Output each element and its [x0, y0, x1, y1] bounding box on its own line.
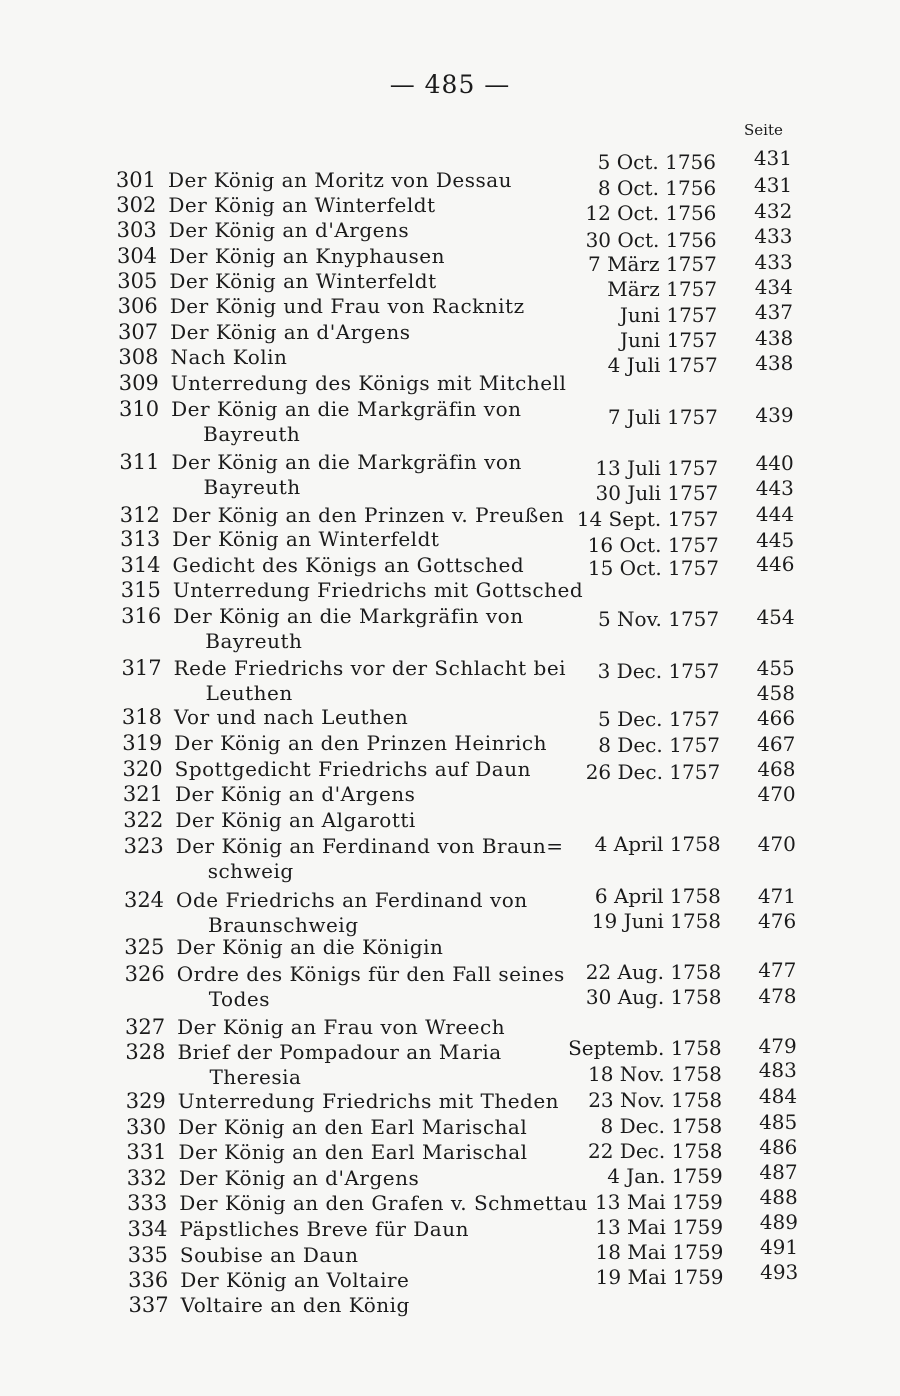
entry-title: Soubise an Daun: [179, 1243, 359, 1267]
entry-page: 437: [754, 300, 794, 324]
entry-title: Brief der Pompadour an Maria: [177, 1040, 502, 1064]
entry-page: 444: [755, 502, 795, 526]
entry-date: 5 Oct. 1756: [597, 150, 716, 174]
entry-title-continuation: Bayreuth: [203, 475, 301, 499]
entry-number: 305: [117, 269, 158, 293]
entry-number: 327: [125, 1015, 166, 1039]
entry-date: 30 Aug. 1758: [585, 985, 722, 1009]
entry-title: Der König an die Markgräfin von: [171, 397, 522, 421]
entry-title: Nach Kolin: [170, 345, 288, 369]
entry-date: 3 Dec. 1757: [597, 659, 720, 683]
entry-page: 439: [755, 403, 794, 427]
entry-page: 467: [757, 732, 796, 756]
entry-page: 483: [758, 1058, 797, 1082]
entry-title: Der König an den Prinzen v. Preußen: [171, 503, 565, 527]
entry-title: Der König an Moritz von Dessau: [168, 168, 513, 192]
entry-date: 18 Mai 1759: [595, 1240, 724, 1264]
entry-title: Päpstliches Breve für Daun: [179, 1217, 469, 1241]
entry-date: 5 Nov. 1757: [597, 607, 720, 631]
entry-date: 15 Oct. 1757: [587, 556, 719, 580]
entry-title: Der König an den Earl Marischal: [178, 1115, 528, 1139]
entry-page: 440: [755, 451, 794, 475]
entry-title: Der König an Winterfeldt: [168, 193, 436, 217]
entry-date: 23 Nov. 1758: [588, 1088, 723, 1112]
entry-page: 489: [759, 1210, 798, 1234]
entry-page: 484: [758, 1084, 798, 1108]
entry-number: 318: [121, 705, 162, 729]
entry-page: 491: [759, 1235, 799, 1259]
entry-number: 329: [125, 1089, 166, 1113]
entry-title: Voltaire an den König: [180, 1293, 410, 1317]
entry-title: Unterredung Friedrichs mit Theden: [177, 1089, 560, 1113]
entry-number: 307: [118, 320, 159, 344]
entry-page: 470: [757, 832, 796, 856]
entry-date: 19 Mai 1759: [595, 1265, 724, 1289]
entry-page: 493: [760, 1260, 799, 1284]
entry-title: Rede Friedrichs vor der Schlacht bei: [173, 656, 567, 680]
entry-date: 6 April 1758: [594, 884, 721, 908]
entry-page: 458: [756, 681, 795, 705]
entry-number: 330: [126, 1115, 167, 1139]
entry-page: 488: [759, 1185, 798, 1209]
entry-page: 445: [756, 528, 795, 552]
entry-page: 454: [756, 605, 795, 629]
entry-title: Der König an d'Argens: [178, 1166, 420, 1190]
entry-date: 13 Juli 1757: [595, 456, 719, 480]
entry-number: 303: [116, 218, 157, 242]
entry-page: 434: [754, 275, 793, 299]
entry-title: Der König an Winterfeldt: [169, 269, 437, 293]
entry-page: 431: [753, 173, 793, 197]
entry-number: 334: [127, 1217, 168, 1241]
entry-page: 486: [759, 1135, 798, 1159]
entry-date: 8 Dec. 1757: [598, 733, 720, 757]
entry-number: 323: [123, 834, 164, 858]
entry-page: 471: [757, 884, 797, 908]
entry-title: Der König an d'Argens: [168, 218, 410, 242]
entry-title: Unterredung des Königs mit Mitchell: [170, 371, 567, 395]
entry-date: 22 Aug. 1758: [585, 960, 722, 984]
entry-page: 455: [756, 656, 795, 680]
entry-title-continuation: Leuthen: [205, 681, 293, 705]
entry-date: März 1757: [607, 277, 718, 301]
entry-title-continuation: Bayreuth: [203, 422, 301, 446]
entry-number: 337: [128, 1293, 169, 1317]
entry-date: Juni 1757: [619, 303, 718, 327]
entry-number: 319: [122, 731, 163, 755]
entry-number: 308: [118, 345, 159, 369]
entry-date: Septemb. 1758: [568, 1036, 722, 1060]
entry-date: 13 Mai 1759: [595, 1190, 723, 1214]
entry-title: Der König an die Markgräfin von: [171, 450, 522, 474]
entry-number: 302: [116, 193, 157, 217]
entry-title: Der König an d'Argens: [175, 782, 416, 806]
entry-number: 322: [123, 808, 164, 832]
entry-title: Der König an Knyphausen: [169, 244, 445, 268]
entry-date: 14 Sept. 1757: [576, 507, 719, 531]
entry-date: 4 Jan. 1759: [607, 1164, 723, 1188]
entry-page: 487: [759, 1160, 798, 1184]
entry-number: 336: [128, 1268, 169, 1292]
entry-date: 16 Oct. 1757: [587, 533, 719, 557]
entry-number: 317: [121, 656, 162, 680]
entry-number: 326: [124, 962, 165, 986]
entry-date: 5 Dec. 1757: [597, 707, 720, 731]
entry-page: 470: [757, 782, 796, 806]
entry-title-continuation: schweig: [207, 859, 294, 883]
entry-number: 301: [115, 168, 156, 192]
entry-date: 26 Dec. 1757: [585, 760, 721, 784]
entry-number: 331: [126, 1140, 167, 1164]
entry-number: 333: [127, 1191, 168, 1215]
entry-number: 310: [119, 397, 160, 421]
entry-date: 8 Dec. 1758: [600, 1114, 723, 1138]
entry-page: 485: [759, 1110, 798, 1134]
entry-title-continuation: Braunschweig: [208, 913, 359, 937]
entry-number: 306: [117, 294, 158, 318]
entry-title: Der König an den Prinzen Heinrich: [174, 731, 548, 755]
entry-date: 30 Oct. 1756: [585, 228, 717, 252]
entry-title: Der König an Ferdinand von Braun=: [175, 834, 564, 858]
entry-title: Der König an d'Argens: [170, 320, 411, 344]
entry-title: Der König an den Grafen v. Schmettau: [179, 1191, 588, 1215]
entry-title: Der König an Voltaire: [180, 1268, 410, 1292]
entry-title: Der König an die Königin: [176, 935, 444, 959]
entry-page: 476: [758, 909, 797, 933]
entry-title: Ordre des Königs für den Fall seines: [176, 962, 565, 986]
entry-number: 313: [120, 527, 161, 551]
entry-number: 314: [120, 553, 161, 577]
entry-title: Der König und Frau von Racknitz: [169, 294, 525, 318]
entry-date: 12 Oct. 1756: [585, 201, 717, 225]
entry-page: 468: [757, 757, 796, 781]
entry-date: 4 April 1758: [594, 832, 721, 856]
entry-page: 479: [758, 1034, 797, 1058]
entry-date: 13 Mai 1759: [595, 1215, 724, 1239]
entry-date: 7 März 1757: [587, 252, 717, 276]
entry-title: Spottgedicht Friedrichs auf Daun: [174, 757, 531, 781]
entry-page: 478: [758, 984, 797, 1008]
entry-title-continuation: Todes: [208, 987, 270, 1011]
entry-page: 438: [755, 326, 794, 350]
entry-number: 335: [127, 1243, 168, 1267]
entry-title: Ode Friedrichs an Ferdinand von: [176, 888, 528, 912]
entry-page: 433: [754, 224, 793, 248]
entry-number: 324: [123, 888, 165, 912]
entry-date: 8 Oct. 1756: [597, 176, 717, 200]
entry-title: Gedicht des Königs an Gottsched: [172, 553, 525, 577]
entry-number: 332: [126, 1166, 167, 1190]
entry-title: Der König an Frau von Wreech: [177, 1015, 506, 1039]
entry-date: 30 Juli 1757: [595, 481, 719, 505]
entry-number: 312: [119, 503, 160, 527]
entry-number: 309: [118, 371, 159, 395]
entry-title: Der König an Winterfeldt: [172, 527, 440, 551]
entry-page: 438: [755, 351, 794, 375]
page-number: — 485 —: [389, 70, 511, 99]
entry-title: Unterredung Friedrichs mit Gottsched: [172, 578, 584, 602]
entry-title: Der König an den Earl Marischal: [178, 1140, 528, 1164]
page-column-header: Seite: [744, 121, 783, 139]
entry-number: 316: [121, 604, 162, 628]
entry-number: 304: [116, 244, 158, 268]
entry-date: 4 Juli 1757: [607, 353, 718, 377]
entry-number: 311: [119, 450, 160, 474]
entry-date: 7 Juli 1757: [607, 405, 718, 429]
entry-date: 18 Nov. 1758: [587, 1062, 722, 1086]
entry-date: 19 Juni 1758: [591, 909, 722, 933]
entry-number: 320: [122, 757, 163, 781]
entry-page: 446: [756, 552, 795, 576]
entry-title-continuation: Theresia: [209, 1065, 302, 1089]
entry-page: 433: [754, 250, 793, 274]
entry-page: 466: [756, 706, 796, 730]
entry-date: 22 Dec. 1758: [588, 1139, 723, 1163]
entry-page: 432: [754, 199, 793, 223]
entry-page: 443: [755, 476, 794, 500]
entry-title-continuation: Bayreuth: [205, 629, 303, 653]
entry-title: Vor und nach Leuthen: [173, 705, 409, 729]
entry-number: 315: [120, 578, 161, 602]
entry-title: Der König an Algarotti: [175, 808, 416, 832]
entry-title: Der König an die Markgräfin von: [173, 604, 524, 628]
entry-page: 477: [758, 958, 797, 982]
entry-number: 325: [124, 935, 165, 959]
entry-page: 431: [753, 146, 792, 170]
entry-date: Juni 1757: [620, 328, 718, 352]
entry-number: 321: [122, 782, 163, 806]
entry-number: 328: [125, 1040, 166, 1064]
